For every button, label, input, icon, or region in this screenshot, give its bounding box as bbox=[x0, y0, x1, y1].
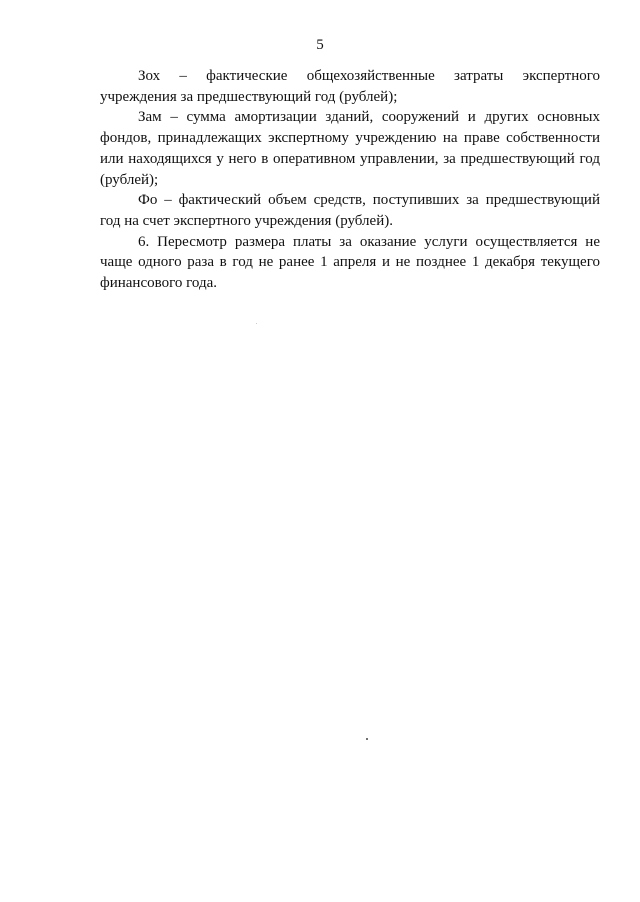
page-number: 5 bbox=[316, 37, 324, 53]
scan-speck bbox=[256, 323, 257, 324]
scan-speck bbox=[366, 738, 368, 740]
paragraph-zam-definition: Зам – сумма амортизации зданий, сооружений и других основных фондов, принадлежащих экспертному учреждению на праве собственности или находящихся у него в оперативном управлении, за предшествующий год (рублей); bbox=[100, 109, 600, 188]
paragraph-zoh-definition: Зох – фактические общехозяйственные затраты экспертного учреждения за предшествующий год (рублей); bbox=[100, 68, 600, 105]
paragraph-fo-definition: Фо – фактический объем средств, поступивших за предшествующий год на счет экспертного учреждения (рублей). bbox=[100, 192, 600, 229]
document-body bbox=[100, 66, 600, 294]
paragraph-fee-revision: 6. Пересмотр размера платы за оказание услуги осуществляется не чаще одного раза в год не ранее 1 апреля и не позднее 1 декабря текущего финансового года. bbox=[100, 233, 600, 292]
